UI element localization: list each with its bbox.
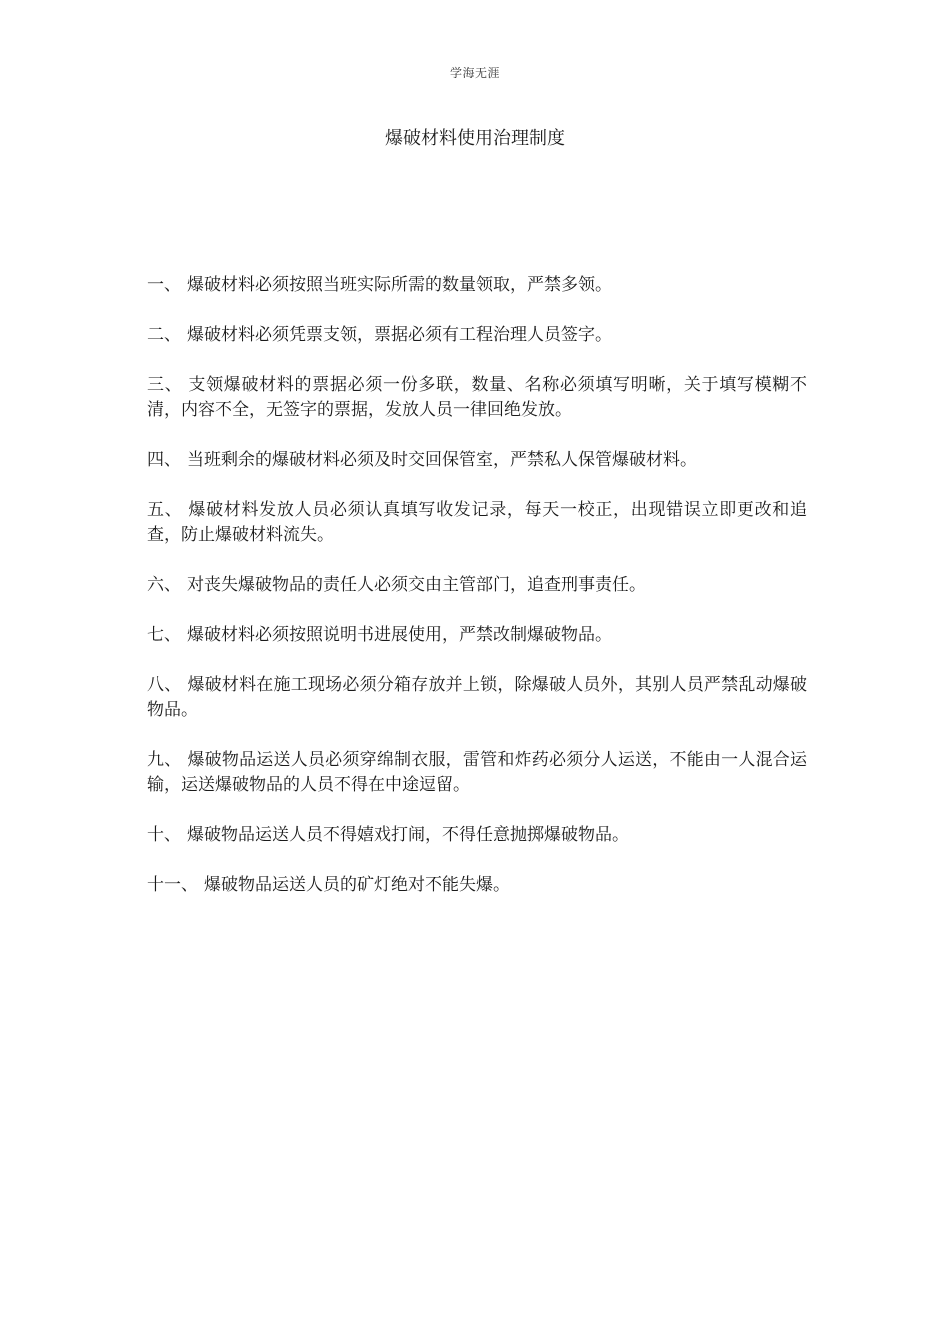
rule-text: 对丧失爆破物品的责任人必须交由主管部门，追查刑事责任。 [187,575,646,595]
rule-number: 十一、 [147,875,198,895]
rule-item-1 [147,273,807,298]
rule-number: 七、 [147,625,181,645]
page-header: 学海无涯 [449,66,500,80]
rule-text: 当班剩余的爆破材料必须及时交回保管室，严禁私人保管爆破材料。 [187,450,697,470]
rule-number: 八、 [147,675,182,695]
rule-text: 爆破材料必须按照说明书进展使用，严禁改制爆破物品。 [187,625,612,645]
rule-item-4 [147,448,807,473]
rule-item-9 [147,748,807,798]
document-title: 爆破材料使用治理制度 [385,128,565,149]
rule-text: 支领爆破材料的票据必须一份多联，数量、名称必须填写明晰，关于填写模糊不清，内容不全，无签字的票据，发放人员一律回绝发放。 [147,375,808,420]
rule-text: 爆破物品运送人员的矿灯绝对不能失爆。 [204,875,510,895]
rule-text: 爆破材料必须凭票支领，票据必须有工程治理人员签字。 [187,325,612,345]
rule-text: 爆破物品运送人员必须穿绵制衣服，雷管和炸药必须分人运送，不能由一人混合运输，运送爆破物品的人员不得在中途逗留。 [147,750,808,795]
rule-number: 九、 [147,750,182,770]
rule-text: 爆破材料在施工现场必须分箱存放并上锁，除爆破人员外，其别人员严禁乱动爆破物品。 [147,675,808,720]
rule-number: 六、 [147,575,181,595]
rule-item-10 [147,823,807,848]
rule-number: 三、 [147,375,183,395]
rule-text: 爆破物品运送人员不得嬉戏打闹，不得任意抛掷爆破物品。 [187,825,629,845]
rule-item-8 [147,673,807,723]
rule-item-6 [147,573,807,598]
rule-number: 四、 [147,450,181,470]
rule-number: 十、 [147,825,181,845]
rule-item-3 [147,373,807,423]
rule-text: 爆破材料发放人员必须认真填写收发记录，每天一校正，出现错误立即更改和追查，防止爆破材料流失。 [147,500,808,545]
rule-item-5 [147,498,807,548]
rules-list [147,273,807,923]
rule-item-2 [147,323,807,348]
rule-number: 五、 [147,500,183,520]
rule-number: 一、 [147,275,181,295]
rule-item-11 [147,873,807,898]
rule-item-7 [147,623,807,648]
rule-text: 爆破材料必须按照当班实际所需的数量领取，严禁多领。 [187,275,612,295]
rule-number: 二、 [147,325,181,345]
